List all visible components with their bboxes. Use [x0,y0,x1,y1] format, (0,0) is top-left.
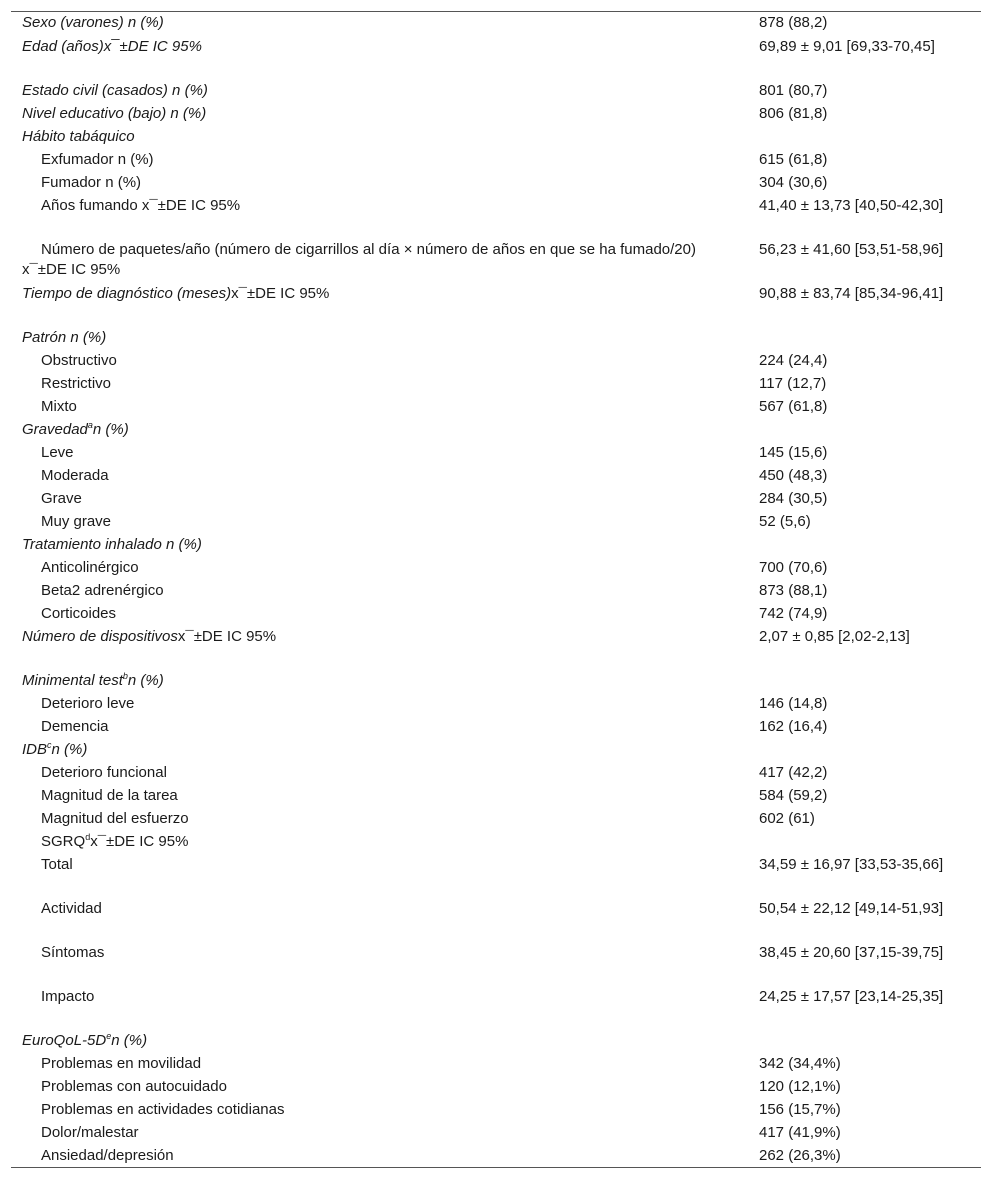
row-label [11,148,748,173]
row-label [11,171,748,196]
row-label [11,692,748,717]
row-label-text: Actividad [41,900,102,917]
row-label [11,326,748,351]
row-label [11,194,748,219]
row-label-text: Edad (años)x¯±DE IC 95% [22,38,202,55]
row-label-text: Restrictivo [41,375,112,392]
row-label [11,738,748,763]
row-label [11,12,748,36]
row-label-text: Anticolinérgico [41,559,139,576]
row-label [11,1075,748,1100]
row-value: 162 (16,4) [759,718,828,735]
characteristics-table [11,11,981,1168]
table-row [11,35,981,79]
table-row [11,418,981,441]
row-label [11,784,748,809]
row-value [748,125,981,130]
row-label [11,395,748,420]
row-value [748,533,981,538]
row-label-suffix: n (%) [92,421,129,438]
table-row [11,12,981,35]
row-label [11,487,748,512]
table-row [11,625,981,669]
row-label [11,669,748,694]
row-label [11,79,748,104]
row-label-text: Tiempo de diagnóstico (meses) [22,285,232,302]
table-row [11,738,981,761]
row-label-text: Moderada [41,467,109,484]
row-value: 41,40 ± 13,73 [40,50-42,30] [759,197,944,214]
row-label-suffix: n (%) [51,741,88,758]
row-value: 584 (59,2) [759,787,828,804]
row-label-text: Nivel educativo (bajo) n (%) [22,105,207,122]
table-row [11,125,981,148]
row-label-text: Mixto [41,398,77,415]
row-value: 615 (61,8) [759,151,828,168]
row-value [748,1029,981,1034]
row-value: 878 (88,2) [759,14,828,31]
table-row [11,830,981,853]
row-label [11,602,748,627]
row-label [11,1144,748,1169]
row-label [11,238,748,283]
table-row [11,602,981,625]
row-label-suffix: x¯±DE IC 95% [90,833,189,850]
row-value: 50,54 ± 22,12 [49,14-51,93] [759,900,944,917]
row-label-text: Total [41,856,73,873]
row-label [11,897,748,922]
row-label-text: Deterioro leve [41,695,135,712]
table-row [11,395,981,418]
table-row [11,148,981,171]
row-value [748,418,981,423]
row-label-text: Ansiedad/depresión [41,1147,174,1164]
table-row [11,533,981,556]
table-row [11,102,981,125]
row-value [748,738,981,743]
row-label-suffix: x¯±DE IC 95% [177,628,277,645]
row-label [11,556,748,581]
row-label [11,102,748,127]
row-label-text: Gravedad [22,421,88,438]
table-row [11,194,981,238]
row-label [11,761,748,786]
row-value: 450 (48,3) [759,467,828,484]
row-label-text: Estado civil (casados) n (%) [22,82,208,99]
row-value: 873 (88,1) [759,582,828,599]
row-label-text: Número de dispositivos [22,628,178,645]
row-label [11,579,748,604]
row-label-text: Problemas en movilidad [41,1055,202,1072]
row-label [11,282,748,307]
row-value: 38,45 ± 20,60 [37,15-39,75] [759,944,944,961]
row-value: 806 (81,8) [759,105,828,122]
row-label-text: Leve [41,444,74,461]
row-label-text: Problemas en actividades cotidianas [41,1101,285,1118]
row-label-text: Síntomas [41,944,105,961]
row-label [11,853,748,878]
footnote-marker: a [87,420,93,430]
row-label [11,625,748,650]
table-row [11,715,981,738]
footnote-marker: c [47,740,52,750]
row-label-text: Beta2 adrenérgico [41,582,164,599]
row-label [11,510,748,535]
table-row [11,282,981,326]
table-row [11,692,981,715]
row-label [11,418,748,443]
row-label [11,1029,748,1054]
row-value: 742 (74,9) [759,605,828,622]
table-row [11,941,981,985]
table-row [11,464,981,487]
row-value: 417 (42,2) [759,764,828,781]
row-value: 567 (61,8) [759,398,828,415]
row-label-text: Problemas con autocuidado [41,1078,227,1095]
row-label-text: Hábito tabáquico [22,128,135,145]
table-row [11,761,981,784]
row-label-suffix: x¯±DE IC 95% [231,285,330,302]
table-row [11,372,981,395]
row-value: 146 (14,8) [759,695,828,712]
row-label-text: Dolor/malestar [41,1124,139,1141]
table-row [11,897,981,941]
row-label [11,807,748,832]
row-value: 24,25 ± 17,57 [23,14-25,35] [759,988,944,1005]
row-value: 56,23 ± 41,60 [53,51-58,96] [759,241,944,258]
row-value: 2,07 ± 0,85 [2,02-2,13] [759,628,910,645]
table-row [11,510,981,533]
table-row [11,171,981,194]
row-value: 224 (24,4) [759,352,828,369]
table-row [11,579,981,602]
table-row [11,784,981,807]
row-label-text: Deterioro funcional [41,764,167,781]
table-row [11,1029,981,1052]
footnote-marker: b [122,671,128,681]
row-value: 262 (26,3%) [759,1147,841,1164]
table-row [11,238,981,282]
row-value: 602 (61) [759,810,815,827]
row-value: 342 (34,4%) [759,1055,841,1072]
row-label [11,1121,748,1146]
table-row [11,326,981,349]
table-row [11,807,981,830]
row-label-text: Años fumando x¯±DE IC 95% [41,197,241,214]
table-row [11,79,981,102]
row-label [11,1052,748,1077]
row-label [11,1098,748,1123]
row-label-text: Corticoides [41,605,117,622]
table-row [11,1052,981,1075]
row-value [748,830,981,835]
table-row [11,441,981,464]
row-label-suffix: n (%) [111,1032,148,1049]
row-value: 117 (12,7) [759,375,827,392]
row-label-text: Grave [41,490,82,507]
row-label [11,372,748,397]
row-label-text: Demencia [41,718,109,735]
row-label-text: Obstructivo [41,352,117,369]
row-label-text: Impacto [41,988,95,1005]
row-label-text: SGRQ [41,833,86,850]
row-label [11,985,748,1010]
row-label [11,941,748,966]
row-label-text: Magnitud de la tarea [41,787,178,804]
row-value: 90,88 ± 83,74 [85,34-96,41] [759,285,944,302]
table-row [11,1098,981,1121]
row-value: 145 (15,6) [759,444,828,461]
table-row [11,1121,981,1144]
row-value: 52 (5,6) [759,513,811,530]
row-label-text: Muy grave [41,513,112,530]
row-value: 700 (70,6) [759,559,828,576]
table-row [11,1075,981,1098]
table-row [11,853,981,897]
row-label [11,125,748,150]
row-value: 284 (30,5) [759,490,828,507]
row-label-text: Magnitud del esfuerzo [41,810,189,827]
table-row [11,487,981,510]
footnote-marker: e [106,1031,112,1041]
row-label-text: Minimental test [22,672,123,689]
row-value: 156 (15,7%) [759,1101,841,1118]
row-value [748,326,981,331]
row-label-text: Fumador n (%) [41,174,142,191]
row-label [11,533,748,558]
row-label [11,349,748,374]
row-label-text: Exfumador n (%) [41,151,154,168]
row-label [11,715,748,740]
row-label-text: Tratamiento inhalado n (%) [22,536,202,553]
row-label-text: Patrón n (%) [22,329,107,346]
table-row [11,985,981,1029]
row-value: 417 (41,9%) [759,1124,841,1141]
row-label [11,464,748,489]
row-value: 34,59 ± 16,97 [33,53-35,66] [759,856,944,873]
table-row [11,349,981,372]
row-value: 120 (12,1%) [759,1078,841,1095]
row-label-text: Número de paquetes/año (número de cigarrillos al día × número de años en que se ha fumado/20) x¯±DE IC 95% [22,241,696,278]
footnote-marker: d [85,832,91,842]
row-label [11,35,748,60]
row-value: 801 (80,7) [759,82,828,99]
row-value: 69,89 ± 9,01 [69,33-70,45] [759,38,935,55]
row-label-suffix: n (%) [127,672,164,689]
row-label [11,441,748,466]
row-value [748,669,981,674]
table-row [11,556,981,579]
row-value: 304 (30,6) [759,174,828,191]
table-row [11,669,981,692]
row-label-text: IDB [22,741,48,758]
row-label-text: Sexo (varones) n (%) [22,14,164,31]
row-label-text: EuroQoL-5D [22,1032,107,1049]
table-row [11,1144,981,1167]
row-label [11,830,748,855]
